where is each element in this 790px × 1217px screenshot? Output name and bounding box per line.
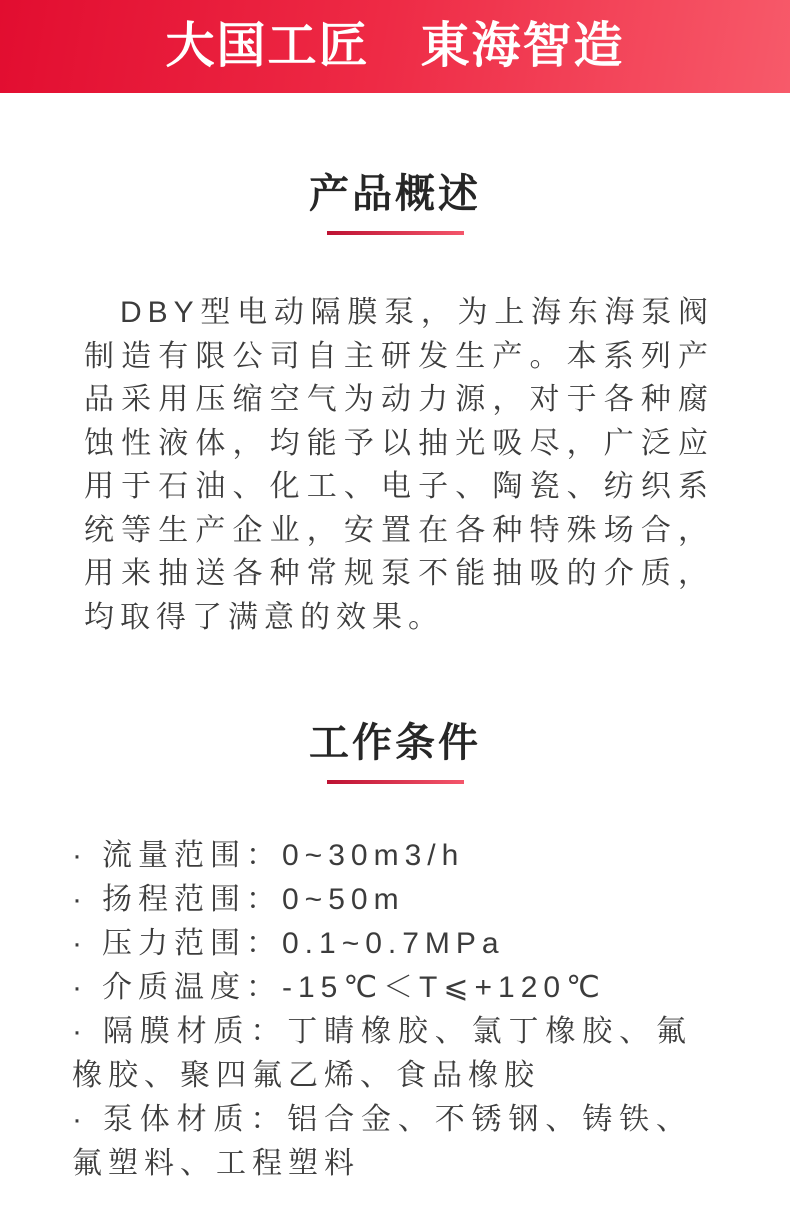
conditions-section-title: 工作条件: [309, 721, 481, 765]
spec-item-pressure-range: [72, 922, 692, 966]
spec-text: 隔膜材质：丁睛橡胶、氯丁橡胶、氟橡胶、聚四氟乙烯、食品橡胶: [72, 1015, 692, 1092]
spec-text: 扬程范围：0~50m: [102, 883, 405, 916]
spec-item-medium-temperature: [72, 966, 692, 1010]
bullet-dot-icon: ·: [72, 971, 88, 1004]
section-product-overview: [0, 174, 790, 639]
banner-title: 大国工匠 東海智造: [165, 19, 625, 73]
bullet-dot-icon: ·: [72, 839, 88, 872]
overview-paragraph: DBY型电动隔膜泵，为上海东海泵阀制造有限公司自主研发生产。本系列产品采用压缩空气为动力源，对于各种腐蚀性液体，均能予以抽光吸尽，广泛应用于石油、化工、电子、陶瓷、纺织系统等生产企业，安置在各种特殊场合，用来抽送各种常规泵不能抽吸的介质，均取得了满意的效果。: [84, 296, 714, 634]
spec-item-head-range: [72, 878, 692, 922]
title-underline-accent: [327, 231, 464, 235]
spec-text: 流量范围：0~30m3/h: [102, 839, 465, 872]
spec-item-flow-range: [72, 834, 692, 878]
spec-item-pump-body-material: [72, 1098, 692, 1186]
section-working-conditions: [0, 723, 790, 1186]
overview-section-title: 产品概述: [309, 172, 481, 216]
spec-text: 介质温度：-15℃＜T⩽+120℃: [102, 971, 606, 1004]
spec-item-diaphragm-material: [72, 1010, 692, 1098]
spec-list: [72, 834, 692, 1186]
spec-text: 压力范围：0.1~0.7MPa: [102, 927, 505, 960]
bullet-dot-icon: ·: [72, 1103, 88, 1136]
spec-text: 泵体材质：铝合金、不锈钢、铸铁、氟塑料、工程塑料: [72, 1103, 692, 1180]
bullet-dot-icon: ·: [72, 883, 88, 916]
title-underline-accent: [327, 780, 464, 784]
bullet-dot-icon: ·: [72, 927, 88, 960]
bullet-dot-icon: ·: [72, 1015, 88, 1048]
brand-banner: [0, 0, 790, 93]
